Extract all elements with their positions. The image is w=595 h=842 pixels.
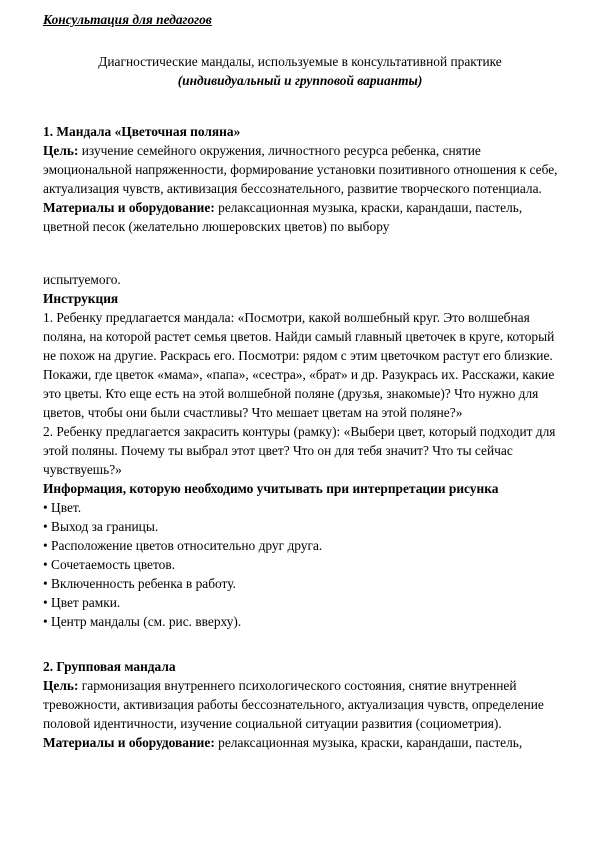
list-item: • Цвет. bbox=[43, 500, 82, 515]
list-item: • Центр мандалы (см. рис. вверху). bbox=[43, 614, 242, 629]
materials-label: Материалы и оборудование: bbox=[43, 735, 215, 750]
materials-label: Материалы и оборудование: bbox=[43, 200, 215, 215]
section-1-heading: 1. Мандала «Цветочная поляна» bbox=[43, 124, 241, 139]
section-2-heading: 2. Групповая мандала bbox=[43, 659, 176, 674]
list-item: • Расположение цветов относительно друг друга. bbox=[43, 538, 323, 553]
section-2-materials bbox=[43, 733, 558, 752]
goal-text: изучение семейного окружения, личностного ресурса ребенка, снятие эмоциональной напряженности, формирование установки позитивного отношения к себе, актуализация чувств, активизация бессознательного, развитие творческого потенциала. bbox=[43, 143, 558, 196]
subtitle-line-2: (индивидуальный и групповой варианты) bbox=[177, 73, 423, 88]
list-item: • Сочетаемость цветов. bbox=[43, 557, 176, 572]
materials-text: релаксационная музыка, краски, карандаши, пастель, цветной песок (желательно люшеровских цветов) по выбору bbox=[43, 200, 523, 234]
section-1-goal bbox=[43, 141, 558, 198]
document-subtitle bbox=[60, 52, 540, 90]
goal-label: Цель: bbox=[43, 143, 79, 158]
section-1-continued bbox=[43, 270, 558, 631]
list-item: • Включенность ребенка в работу. bbox=[43, 576, 236, 591]
section-1-materials bbox=[43, 198, 558, 236]
section-1 bbox=[43, 122, 558, 236]
section-2-goal bbox=[43, 676, 558, 733]
instruction-step-2: 2. Ребенку предлагается закрасить контуры (рамку): «Выбери цвет, который подходит для этой поляны. Почему ты выбрал этот цвет? Что он для тебя значит? Что ты сейчас чувствуешь?» bbox=[43, 424, 556, 477]
subtitle-line-1: Диагностические мандалы, используемые в консультативной практике bbox=[98, 54, 502, 69]
section-2 bbox=[43, 657, 558, 752]
list-item: • Выход за границы. bbox=[43, 519, 159, 534]
goal-text: гармонизация внутреннего психологического состояния, снятие внутренней тревожности, активизация работы бессознательного, актуализация чувств, определение половой идентичности, изучение социальной ситуации развития (социометрия). bbox=[43, 678, 544, 731]
goal-label: Цель: bbox=[43, 678, 79, 693]
materials-continuation: испытуемого. bbox=[43, 272, 121, 287]
instruction-heading: Инструкция bbox=[43, 291, 119, 306]
materials-text: релаксационная музыка, краски, карандаши, пастель, bbox=[214, 735, 523, 750]
document-title: Консультация для педагогов bbox=[43, 12, 212, 27]
instruction-step-1: 1. Ребенку предлагается мандала: «Посмотри, какой волшебный круг. Это волшебная поляна, на которой растет семья цветов. Найди самый главный цветочек в круге, который не похож на другие. Раскрась его. Посмотри: рядом с этим цветочком растут его близкие. Покажи, где цветок «мама», «папа», «сестра», «брат» и др. Разукрась их. Расскажи, какие это цветы. Кто еще есть на этой волшебной поляне (друзья, знакомые)? Что нужно для цветов, чтобы они были счастливы? Что мешает цветам на этой поляне?» bbox=[43, 310, 555, 420]
list-item: • Цвет рамки. bbox=[43, 595, 121, 610]
interpretation-heading: Информация, которую необходимо учитывать при интерпретации рисунка bbox=[43, 481, 499, 496]
